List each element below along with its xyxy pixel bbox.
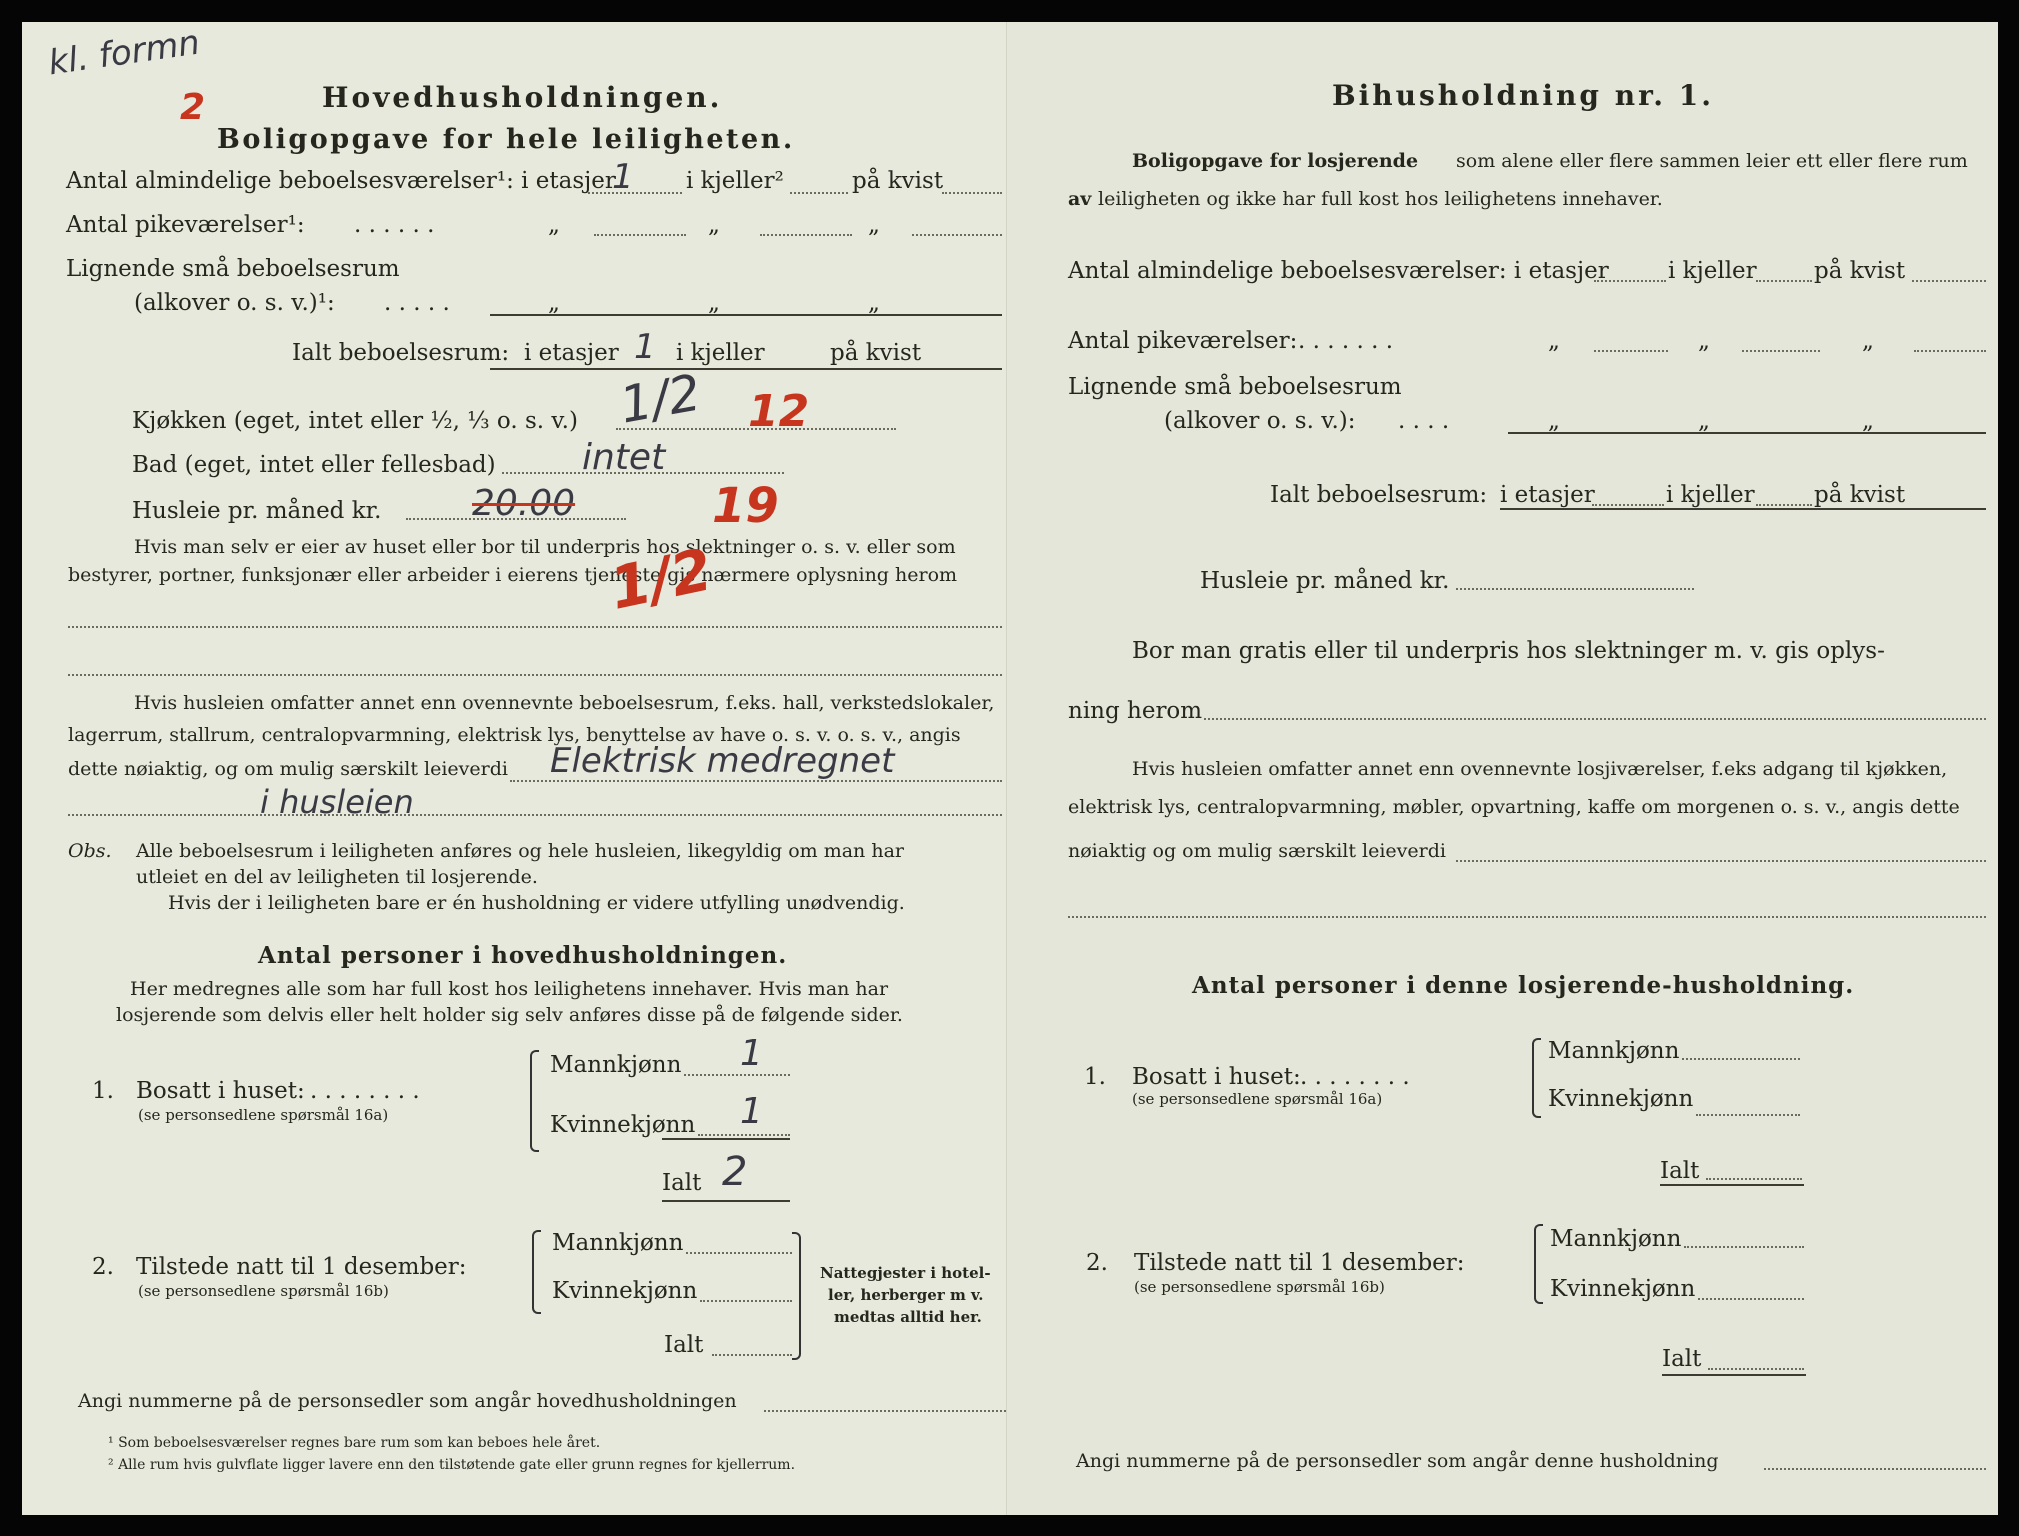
handwritten-note: kl. formn	[45, 22, 203, 84]
rooms-label: Antal almindelige beboelsesværelser¹: i etasjer	[66, 168, 616, 194]
red-pencil-mark: 2	[180, 87, 206, 128]
ialt-label: Ialt	[1662, 1346, 1702, 1372]
ditto-mark: „	[1548, 328, 1560, 354]
bosatt-label: Bosatt i huset:	[1132, 1064, 1301, 1090]
gratis-text-1: Bor man gratis eller til underpris hos slektninger m. v. gis oplys-	[1132, 638, 1885, 664]
omfatter-handwriting-1: Elektrisk medregnet	[550, 741, 895, 781]
omfatter-handwriting-2: i husleien	[260, 783, 414, 821]
husleie-red-mark: 19	[712, 478, 779, 534]
right-page	[1008, 22, 1998, 1515]
dots: . . . . . . .	[1298, 328, 1394, 354]
kvist-label: på kvist	[830, 340, 922, 366]
husleie-value: 20.00	[472, 483, 576, 524]
ditto-mark: „	[868, 212, 880, 238]
angi-text: Angi nummerne på de personsedler som angår denne husholdning	[1076, 1450, 1719, 1472]
kvist-label: på kvist	[852, 168, 944, 194]
footnote-1: ¹ Som beboelsesværelser regnes bare rum som kan beboes hele året.	[108, 1435, 601, 1451]
mann-label: Mannkjønn	[550, 1052, 682, 1078]
rooms-label: Antal almindelige beboelsesværelser: i etasjer	[1068, 258, 1609, 284]
question-number: 1.	[92, 1078, 114, 1104]
alkover-label: (alkover o. s. v.):	[1164, 408, 1356, 434]
intro-text-1: som alene eller flere sammen leier ett eller flere rum	[1456, 150, 1968, 172]
question-number: 2.	[1086, 1250, 1108, 1276]
section-heading: Antal personer i denne losjerende-husholdning.	[1192, 972, 1855, 999]
footnote-2: ² Alle rum hvis gulvflate ligger lavere enn den tilstøtende gate eller grunn regnes for kjellerrum.	[108, 1457, 796, 1473]
kjokken-label: Kjøkken (eget, intet eller ½, ⅓ o. s. v.)	[132, 408, 578, 434]
question-number: 1.	[1084, 1064, 1106, 1090]
mann-label: Mannkjønn	[1550, 1226, 1682, 1252]
question-number: 2.	[92, 1254, 114, 1280]
kjokken-value: 1/2	[615, 363, 705, 435]
left-page	[22, 22, 1008, 1515]
tilstede-label: Tilstede natt til 1 desember:	[136, 1254, 467, 1280]
omfatter-text-2: lagerrum, stallrum, centralopvarmning, elektrisk lys, benyttelse av have o. s. v. o. s. v., angis	[68, 724, 961, 746]
note-text-3: medtas alltid her.	[834, 1308, 982, 1326]
mann-label: Mannkjønn	[1548, 1038, 1680, 1064]
lignende-label: Lignende små beboelsesrum	[66, 256, 400, 282]
etasjer-label: i etasjer	[524, 340, 619, 366]
eier-text-1: Hvis man selv er eier av huset eller bor til underpris hos slektninger o. s. v. eller som	[134, 536, 956, 558]
kjokken-red-mark: 12	[748, 386, 810, 437]
tilstede-label: Tilstede natt til 1 desember:	[1134, 1250, 1465, 1276]
dots: . . . . .	[384, 290, 450, 316]
ialt-etasjer-value: 1	[634, 327, 656, 367]
intro-bold: Boligopgave for losjerende	[1132, 150, 1419, 172]
page-title: Bihusholdning nr. 1.	[1332, 79, 1714, 112]
pikevaerelser-label: Antal pikeværelser¹:	[66, 212, 305, 238]
kjeller-label: i kjeller	[1668, 258, 1757, 284]
kvist-label: på kvist	[1814, 258, 1906, 284]
ialt-label: Ialt	[662, 1170, 702, 1196]
kvinne-label: Kvinnekjønn	[552, 1278, 698, 1304]
ditto-mark: „	[1548, 408, 1560, 434]
omfatter-text-3: dette nøiaktig, og om mulig særskilt leieverdi	[68, 758, 508, 780]
eier-red-mark: 1/2	[604, 535, 718, 623]
bosatt-kvinne-value: 1	[740, 1091, 763, 1132]
bosatt-sub: (se personsedlene spørsmål 16a)	[1132, 1090, 1383, 1108]
note-text-1: Nattegjester i hotel-	[820, 1264, 991, 1282]
dots: . . . . . . . .	[310, 1078, 420, 1104]
dots: . . . .	[1398, 408, 1450, 434]
obs-text-2: utleiet en del av leiligheten til losjerende.	[136, 866, 538, 888]
kvinne-label: Kvinnekjønn	[1548, 1086, 1694, 1112]
ditto-mark: „	[1862, 328, 1874, 354]
pikevaerelser-label: Antal pikeværelser:	[1068, 328, 1298, 354]
ditto-mark: „	[708, 212, 720, 238]
alkover-label: (alkover o. s. v.)¹:	[134, 290, 335, 316]
antal-text-1: Her medregnes alle som har full kost hos leilighetens innehaver. Hvis man har	[130, 978, 889, 1000]
page-subtitle: Boligopgave for hele leiligheten.	[217, 124, 795, 155]
ditto-mark: „	[1698, 328, 1710, 354]
bosatt-mann-value: 1	[740, 1033, 763, 1074]
ialt-label: Ialt	[1660, 1158, 1700, 1184]
obs-text-3: Hvis der i leiligheten bare er én husholdning er videre utfylling unødvendig.	[168, 892, 905, 914]
ialt-label: Ialt beboelsesrum:	[1270, 482, 1488, 508]
intro-text-2: leiligheten og ikke har full kost hos leilighetens innehaver.	[1098, 188, 1663, 210]
bad-value: intet	[582, 437, 666, 478]
ditto-mark: „	[1862, 408, 1874, 434]
ditto-mark: „	[868, 290, 880, 316]
mann-label: Mannkjønn	[552, 1230, 684, 1256]
dots: . . . . . .	[354, 212, 435, 238]
bosatt-ialt-value: 2	[722, 1149, 748, 1195]
kvinne-label: Kvinnekjønn	[1550, 1276, 1696, 1302]
ialt-label: Ialt	[664, 1332, 704, 1358]
kvinne-label: Kvinnekjønn	[550, 1112, 696, 1138]
lignende-label: Lignende små beboelsesrum	[1068, 374, 1402, 400]
kjeller-label: i kjeller²	[686, 168, 784, 194]
etasjer-label: i etasjer	[1500, 482, 1595, 508]
omfatter-text-1: Hvis husleien omfatter annet enn ovennevnte losjiværelser, f.eks adgang til kjøkken,	[1132, 758, 1948, 780]
omfatter-text-3: nøiaktig og om mulig særskilt leieverdi	[1068, 840, 1446, 862]
note-text-2: ler, herberger m v.	[828, 1286, 984, 1304]
intro-bold-2: av	[1068, 188, 1092, 210]
page-title: Hovedhusholdningen.	[322, 81, 723, 114]
angi-text: Angi nummerne på de personsedler som angår hovedhusholdningen	[78, 1390, 737, 1412]
ditto-mark: „	[708, 290, 720, 316]
omfatter-text-2: elektrisk lys, centralopvarmning, møbler, opvartning, kaffe om morgenen o. s. v., angis dette	[1068, 796, 1960, 818]
ditto-mark: „	[548, 290, 560, 316]
ditto-mark: „	[548, 212, 560, 238]
rooms-etasjer-value: 1	[612, 157, 634, 197]
husleie-label: Husleie pr. måned kr.	[1200, 568, 1450, 594]
section-heading: Antal personer i hovedhusholdningen.	[258, 942, 788, 969]
obs-label: Obs.	[68, 840, 112, 862]
tilstede-sub: (se personsedlene spørsmål 16b)	[138, 1282, 389, 1300]
ialt-label: Ialt beboelsesrum:	[292, 340, 510, 366]
eier-text-2: bestyrer, portner, funksjonær eller arbeider i eierens tjeneste gis nærmere oplysning herom	[68, 564, 958, 586]
antal-text-2: losjerende som delvis eller helt holder sig selv anføres disse på de følgende sider.	[116, 1004, 903, 1026]
tilstede-sub: (se personsedlene spørsmål 16b)	[1134, 1278, 1385, 1296]
bosatt-label: Bosatt i huset:	[136, 1078, 305, 1104]
kvist-label: på kvist	[1814, 482, 1906, 508]
husleie-label: Husleie pr. måned kr.	[132, 498, 382, 524]
obs-text-1: Alle beboelsesrum i leiligheten anføres og hele husleien, likegyldig om man har	[136, 840, 904, 862]
ditto-mark: „	[1698, 408, 1710, 434]
kjeller-label: i kjeller	[1666, 482, 1755, 508]
omfatter-text-1: Hvis husleien omfatter annet enn ovennevnte beboelsesrum, f.eks. hall, verkstedslokaler,	[134, 692, 995, 714]
dots: . . . . . . . .	[1300, 1064, 1410, 1090]
bosatt-sub: (se personsedlene spørsmål 16a)	[138, 1106, 389, 1124]
kjeller-label: i kjeller	[676, 340, 765, 366]
bad-label: Bad (eget, intet eller fellesbad)	[132, 452, 496, 478]
gratis-text-2: ning herom	[1068, 698, 1203, 724]
